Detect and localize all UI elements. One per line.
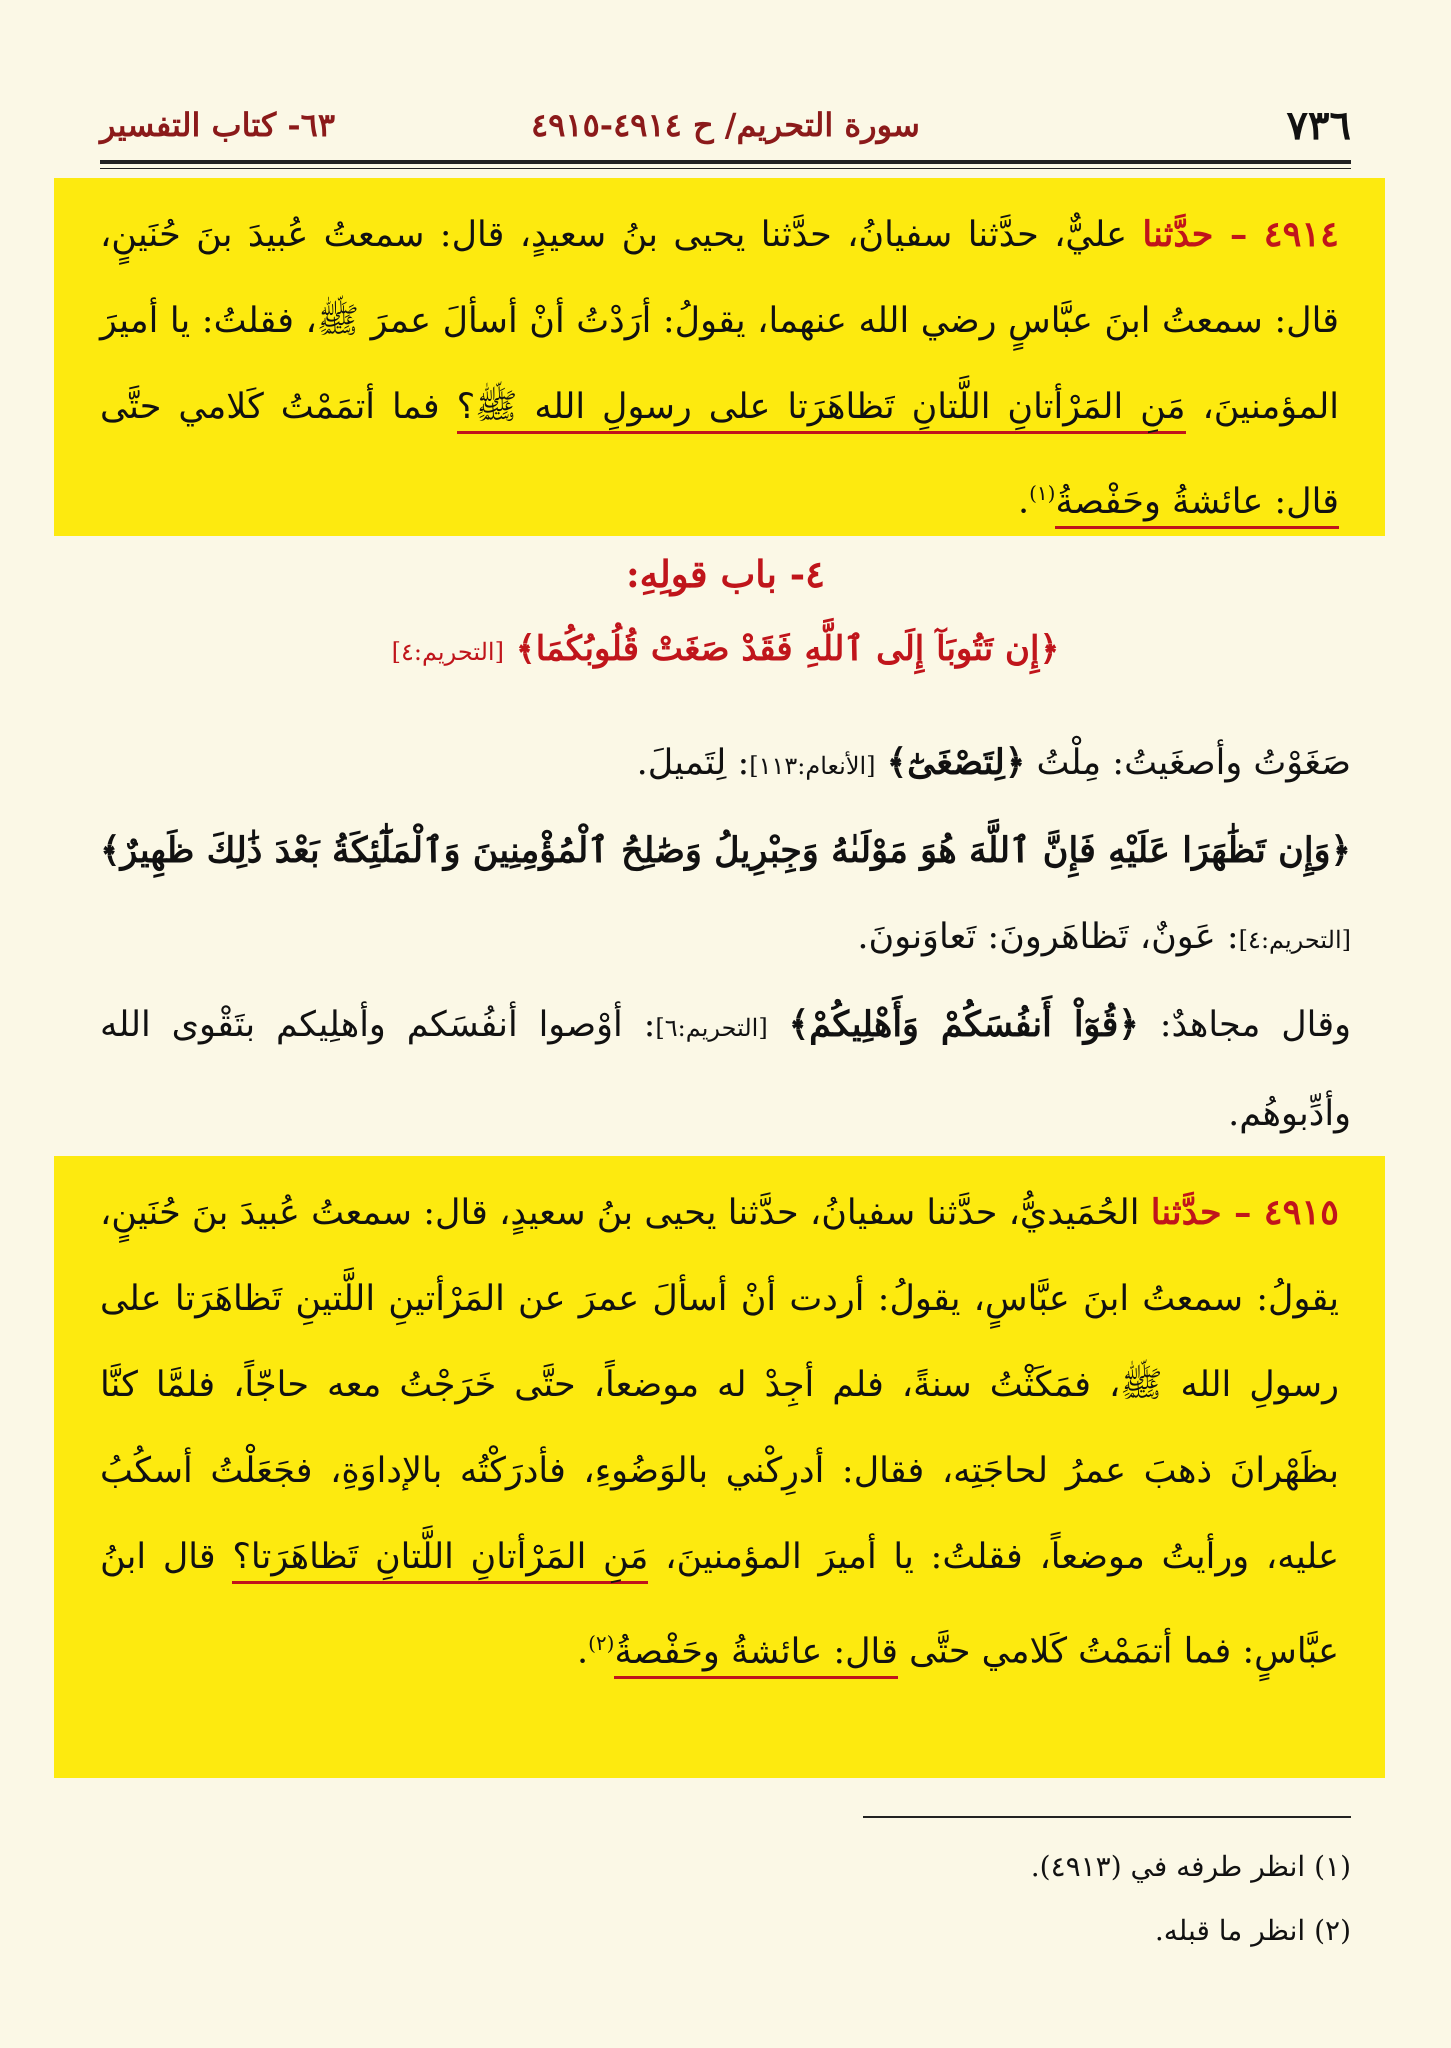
verse-reference: [التحريم:٤]	[1238, 926, 1351, 954]
hadith-4915-block	[54, 1156, 1385, 1778]
page-number: ٧٣٦	[1286, 102, 1351, 149]
commentary-line-1: صَغَوْتُ وأصغَيتُ: مِلْتُ ﴿لِتَصْغَىٰٓ﴾ [الأنعام:١١٣]: لِتَميلَ.	[636, 742, 1351, 783]
verse-reference: [التحريم:٦]	[655, 1014, 768, 1042]
footnote-2: (٢) انظر ما قبله.	[1154, 1914, 1351, 1947]
quran-verse: ﴿إِن تَتُوبَآ إِلَى ٱللَّهِ فَقَدْ صَغَتْ قُلُوبُكُمَا﴾	[515, 629, 1060, 669]
quran-quote: ﴿لِتَصْغَىٰٓ﴾	[886, 742, 1026, 783]
underlined-phrase: قال: عائشةُ وحَفْصةُ	[614, 1632, 898, 1679]
bab-title: ٤- باب قولِهِ:	[626, 552, 825, 596]
footnote-rule	[863, 1816, 1351, 1818]
footnote-mark[interactable]: (٢)	[588, 1631, 615, 1655]
header-rule	[100, 160, 1351, 164]
header-rule-thin	[100, 168, 1351, 169]
running-title: سورة التحريم/ ح ٤٩١٤-٤٩١٥	[531, 106, 920, 144]
hadith-4914-text: ٤٩١٤ – حدَّثنا عليٌّ، حدَّثنا سفيانُ، حدَّثنا يحيى بنُ سعيدٍ، قال: سمعتُ عُبيدَ بنَ حُنَينٍ، قال: سمعتُ ابنَ عبَّاسٍ رضي الله عنهما، يقولُ: أرَدْتُ أنْ أسألَ عمرَ ﷺ، فقلتُ: يا أميرَ المؤمنينَ، مَنِ المَرْأتانِ اللَّتانِ تَظاهَرَتا على رسولِ الله ﷺ؟ فما أتمَمْتُ كَلامي حتَّى قال: عائشةُ وحَفْصةُ$^{(١)}$.	[100, 192, 1339, 545]
bab-verse	[100, 628, 1351, 669]
hadith-4915-text: ٤٩١٥ – حدَّثنا الحُمَيديُّ، حدَّثنا سفيانُ، حدَّثنا يحيى بنُ سعيدٍ، قال: سمعتُ عُبيدَ بنَ حُنَينٍ، يقولُ: سمعتُ ابنَ عبَّاسٍ، يقولُ: أردت أنْ أسألَ عمرَ عن المَرْأتينِ اللَّتينِ تَظاهَرَتا على رسولِ الله ﷺ، فمَكَثْتُ سنةً، فلم أجِدْ له موضعاً، حتَّى خَرَجْتُ معه حاجّاً، فلمَّا كنَّا بظَهْرانَ ذهبَ عمرُ لحاجَتِه، فقال: أدرِكْني بالوَضُوءِ، فأدرَكْتُه بالإداوَةِ، فجَعَلْتُ أسكُبُ عليه، ورأيتُ موضعاً، فقلتُ: يا أميرَ المؤمنينَ، مَنِ المَرْأتانِ اللَّتانِ تَظاهَرَتا؟ قال ابنُ عبَّاسٍ: فما أتمَمْتُ كَلامي حتَّى قال: عائشةُ وحَفْصةُ$^{(٢)}$.	[100, 1170, 1339, 1695]
hadith-text-part: قال ابنُ عبَّاسٍ: فما أتمَمْتُ كَلامي حتَّى	[100, 1537, 1339, 1672]
verse-reference: [الأنعام:١١٣]	[749, 752, 876, 780]
hadith-4914-block	[54, 178, 1385, 536]
underlined-phrase: مَنِ المَرْأتانِ اللَّتانِ تَظاهَرَتا؟	[232, 1537, 648, 1584]
hadith-number: ٤٩١٤ – حدَّثنا	[1142, 214, 1339, 255]
commentary-line-2: ﴿وَإِن تَظَٰهَرَا عَلَيْهِ فَإِنَّ ٱللَّهَ هُوَ مَوْلَىٰهُ وَجِبْرِيلُ وَصَٰلِحُ ٱلْمُؤْمِنِينَ وَٱلْمَلَٰٓئِكَةُ بَعْدَ ذَٰلِكَ ظَهِيرٌ﴾ [التحريم:٤]: عَونٌ، تَظاهَرونَ: تَعاوَنونَ.	[100, 830, 1351, 957]
quran-quote: ﴿قُوٓاْ أَنفُسَكُمْ وَأَهْلِيكُمْ﴾	[788, 1004, 1139, 1045]
hadith-text-part: فما أتمَمْتُ كَلامي حتَّى	[100, 387, 457, 427]
hadith-text-part: الحُمَيديُّ، حدَّثنا سفيانُ، حدَّثنا يحيى بنُ سعيدٍ، قال: سمعتُ عُبيدَ بنَ حُنَينٍ، يقولُ: سمعتُ ابنَ عبَّاسٍ، يقولُ: أردت أنْ أسألَ عمرَ عن المَرْأتينِ اللَّتينِ تَظاهَرَتا على رسولِ الله ﷺ، فمَكَثْتُ سنةً، فلم أجِدْ له موضعاً، حتَّى خَرَجْتُ معه حاجّاً، فلمَّا كنَّا بظَهْرانَ ذهبَ عمرُ لحاجَتِه، فقال: أدرِكْني بالوَضُوءِ، فأدرَكْتُه بالإداوَةِ، فجَعَلْتُ أسكُبُ عليه، ورأيتُ موضعاً، فقلتُ: يا أميرَ المؤمنينَ،	[100, 1193, 1339, 1577]
footnote-mark[interactable]: (١)	[1029, 481, 1056, 505]
hadith-number: ٤٩١٥ – حدَّثنا	[1150, 1192, 1339, 1233]
book-title: ٦٣- كتاب التفسير	[100, 106, 336, 144]
underlined-phrase: قال: عائشةُ وحَفْصةُ	[1055, 482, 1339, 529]
hadith-text-part: عليٌّ، حدَّثنا سفيانُ، حدَّثنا يحيى بنُ سعيدٍ، قال: سمعتُ عُبيدَ بنَ حُنَينٍ، قال: سمعتُ ابنَ عبَّاسٍ رضي الله عنهما، يقولُ: أرَدْتُ أنْ أسألَ عمرَ ﷺ، فقلتُ: يا أميرَ المؤمنينَ،	[100, 215, 1339, 427]
underlined-phrase: مَنِ المَرْأتانِ اللَّتانِ تَظاهَرَتا على رسولِ الله ﷺ؟	[457, 387, 1186, 434]
commentary-line-3: وقال مجاهدٌ: ﴿قُوٓاْ أَنفُسَكُمْ وَأَهْلِيكُمْ﴾ [التحريم:٦]: أوْصوا أنفُسَكم وأهلِيكم بتَقْوى الله وأدِّبوهُم.	[100, 1004, 1351, 1134]
quran-quote: ﴿وَإِن تَظَٰهَرَا عَلَيْهِ فَإِنَّ ٱللَّهَ هُوَ مَوْلَىٰهُ وَجِبْرِيلُ وَصَٰلِحُ ٱلْمُؤْمِنِينَ وَٱلْمَلَٰٓئِكَةُ بَعْدَ ذَٰلِكَ ظَهِيرٌ﴾	[100, 830, 1351, 871]
verse-reference: [التحريم:٤]	[391, 638, 504, 666]
page-header	[100, 98, 1351, 158]
footnote-1: (١) انظر طرفه في (٤٩١٣).	[1030, 1850, 1351, 1883]
